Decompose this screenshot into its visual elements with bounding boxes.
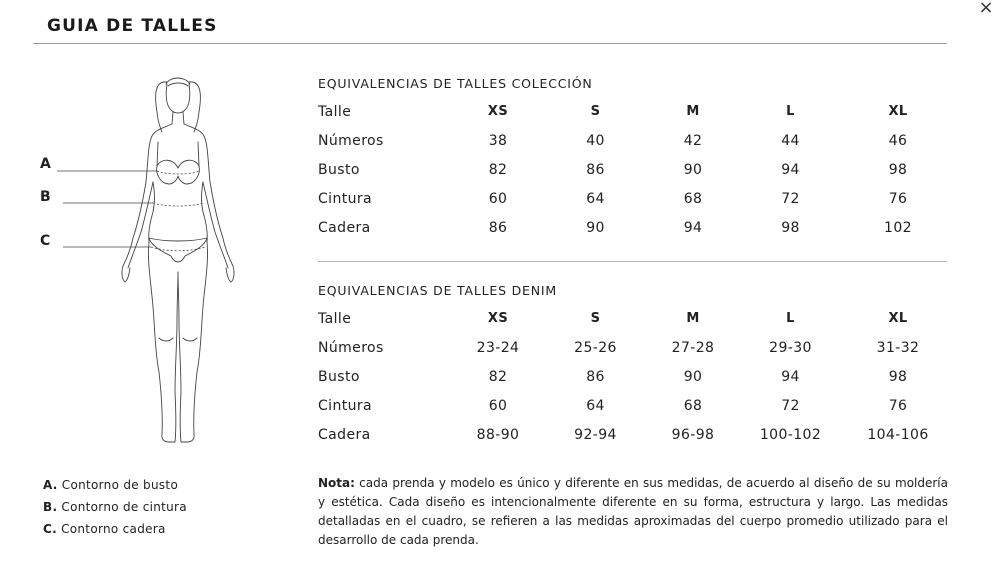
table-cell: 31-32 [876, 339, 920, 356]
figure-label-c: C [40, 233, 51, 249]
table-cell: 27-28 [671, 339, 715, 356]
size-header: L [786, 104, 795, 119]
table-cell: Talle [318, 310, 352, 327]
size-header: S [590, 311, 601, 326]
table-cell: 98 [781, 219, 800, 236]
table-cell: 82 [488, 161, 508, 178]
table-cell: 94 [781, 368, 800, 385]
body-outline-illustration [35, 72, 265, 452]
size-header: M [686, 311, 700, 326]
size-header: XL [888, 311, 908, 326]
table-cell: 25-26 [574, 339, 617, 356]
size-header: XS [487, 104, 509, 119]
table-cell: 46 [888, 132, 908, 149]
row-label: Cadera [318, 219, 371, 236]
legend-item [43, 476, 187, 498]
table-cell: 98 [888, 161, 908, 178]
table-cell: 72 [781, 397, 800, 414]
table-cell: 96-98 [671, 426, 715, 443]
row-label: Cadera [318, 426, 371, 443]
table-row [318, 126, 958, 155]
denim-section-title: EQUIVALENCIAS DE TALLES DENIM [318, 283, 557, 298]
legend-key: B. [43, 500, 58, 514]
table-cell: 94 [781, 161, 800, 178]
table-cell: 98 [888, 368, 908, 385]
table-cell: 68 [683, 190, 703, 207]
table-cell: 76 [888, 397, 908, 414]
table-cell: 64 [586, 190, 605, 207]
table-header-row [318, 97, 958, 126]
table-cell: 82 [488, 368, 508, 385]
table-cell: 40 [586, 132, 605, 149]
table-cell: 44 [781, 132, 800, 149]
page-title: GUIA DE TALLES [47, 16, 218, 36]
table-cell: 92-94 [574, 426, 617, 443]
table-cell: 72 [781, 190, 800, 207]
table-row [318, 333, 958, 362]
table-cell: 88-90 [476, 426, 520, 443]
table-cell: 86 [488, 219, 508, 236]
table-cell: 60 [488, 190, 508, 207]
table-cell: 104-106 [867, 426, 929, 443]
table-cell: 68 [683, 397, 703, 414]
size-header: L [786, 311, 795, 326]
table-cell: 64 [586, 397, 605, 414]
table-cell: 102 [884, 219, 912, 236]
legend-key: A. [43, 478, 58, 492]
row-label: Busto [318, 368, 360, 385]
size-header: M [686, 104, 700, 119]
row-label: Cintura [318, 397, 373, 414]
table-cell: 23-24 [476, 339, 520, 356]
table-row [318, 391, 958, 420]
row-label: Busto [318, 161, 360, 178]
close-icon[interactable]: × [978, 0, 994, 18]
legend-item [43, 520, 187, 542]
legend-text: Contorno de cintura [57, 500, 187, 514]
table-row [318, 213, 958, 242]
table-row [318, 420, 958, 449]
table-row [318, 362, 958, 391]
table-cell: 86 [586, 161, 605, 178]
table-cell: 60 [488, 397, 508, 414]
table-cell: 90 [683, 368, 703, 385]
table-cell: 38 [488, 132, 508, 149]
note-text: cada prenda y modelo es único y diferente en sus medidas, de acuerdo al diseño de su moldería y estética. Cada diseño es intencionalmente diferente en su forma, estructura y largo. Las medidas detalladas en el cuadro, se refieren a las medidas aproximadas del cuerpo promedio utilizado para el desarrollo de cada prenda. [318, 476, 948, 547]
table-cell: Talle [318, 103, 352, 120]
legend-text: Contorno de busto [57, 478, 179, 492]
table-cell: 42 [683, 132, 703, 149]
size-header: XL [888, 104, 908, 119]
table-header-row [318, 304, 958, 333]
table-cell: 86 [586, 368, 605, 385]
note-label: Nota: [318, 476, 355, 490]
coleccion-size-table [318, 97, 958, 242]
row-label: Números [318, 132, 384, 149]
row-label: Cintura [318, 190, 373, 207]
table-cell: 76 [888, 190, 908, 207]
body-figure [35, 72, 265, 452]
row-label: Números [318, 339, 384, 356]
size-note [318, 474, 948, 550]
table-cell: 94 [683, 219, 703, 236]
denim-size-table [318, 304, 958, 449]
figure-label-b: B [40, 189, 51, 205]
table-row [318, 184, 958, 213]
legend-text: Contorno cadera [56, 522, 166, 536]
section-divider [318, 261, 947, 262]
table-cell: 100-102 [759, 426, 822, 443]
measurement-legend [43, 476, 187, 542]
legend-item [43, 498, 187, 520]
table-cell: 90 [586, 219, 605, 236]
table-cell: 90 [683, 161, 703, 178]
table-cell: 29-30 [769, 339, 812, 356]
size-header: S [590, 104, 601, 119]
table-row [318, 155, 958, 184]
legend-key: C. [43, 522, 57, 536]
title-divider [33, 43, 947, 44]
size-header: XS [487, 311, 509, 326]
figure-label-a: A [40, 156, 51, 172]
coleccion-section-title: EQUIVALENCIAS DE TALLES COLECCIÓN [318, 76, 593, 91]
